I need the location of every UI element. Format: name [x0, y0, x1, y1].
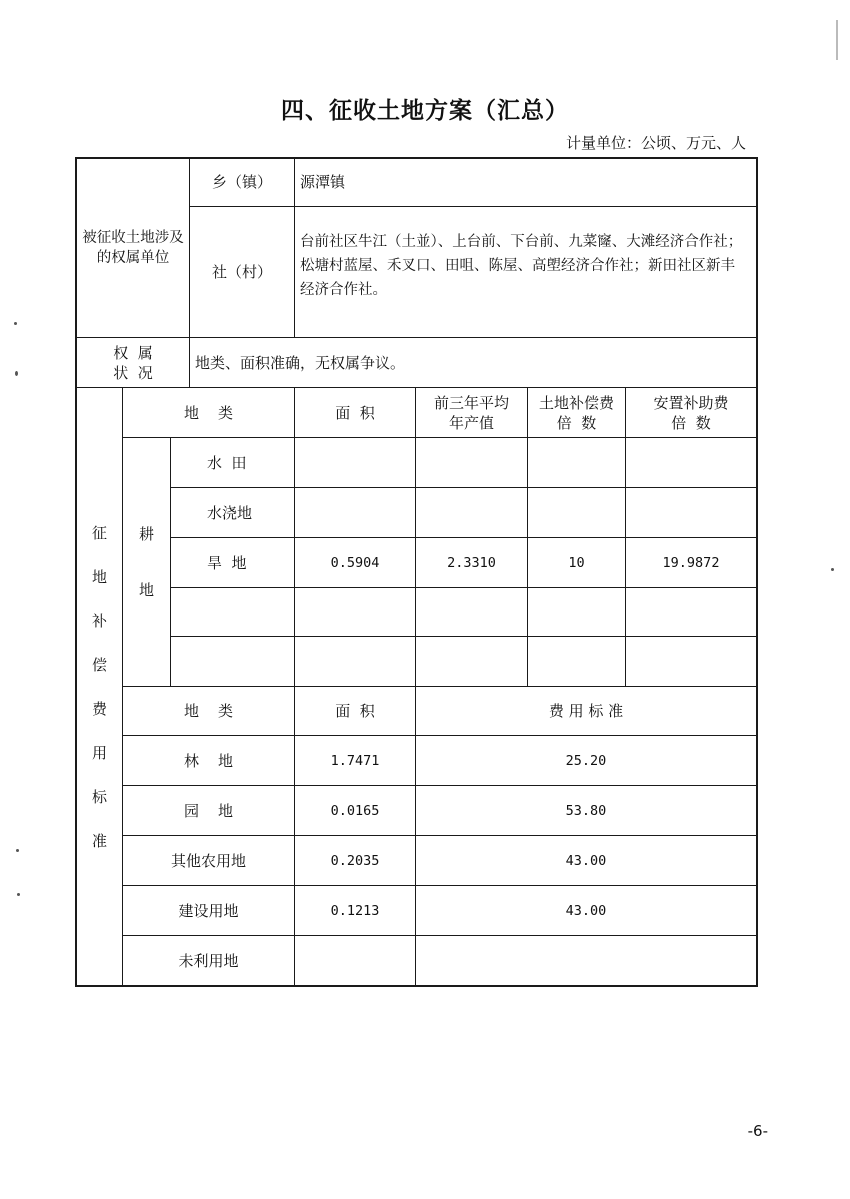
arable-header-area: 面 积 [335, 403, 375, 422]
arable-row-avg-output [416, 637, 527, 686]
village-value: 台前社区牛江（土並）、上台前、下台前、九菜窿、大滩经济合作社；松塘村蓝屋、禾叉口、田咀、陈屋、高塱经济合作社；新田社区新丰经济合作社。 [300, 234, 743, 298]
arable-row-resettle [626, 488, 756, 537]
arable-label-char: 耕 [138, 525, 154, 543]
other-row-standard: 43.00 [565, 902, 607, 919]
unit-label: 计量单位：公顷、万元、人 [565, 134, 746, 152]
arable-row-type [171, 588, 294, 636]
other-row-area [295, 936, 415, 985]
arable-row-type: 水 田 [207, 453, 247, 472]
section-label-char: 征 [91, 524, 107, 542]
arable-row-resettle [626, 588, 756, 636]
other-header-area: 面 积 [335, 702, 375, 720]
other-row-type: 林 地 [183, 751, 234, 770]
arable-header-land-comp [528, 388, 625, 437]
other-row-area: 0.0165 [330, 802, 380, 819]
other-row-area: 1.7471 [330, 752, 380, 769]
other-header-land-type: 地 类 [183, 702, 234, 720]
arable-header-avg-output-l1: 前三年平均 [433, 393, 509, 412]
other-row-standard: 25.20 [565, 752, 607, 769]
ownership-status-label-line2: 状 况 [113, 363, 153, 382]
arable-header-resettle-l1: 安置补助费 [653, 393, 729, 412]
other-row-standard: 43.00 [565, 852, 607, 869]
arable-row-avg-output: 2.3310 [447, 554, 496, 571]
ownership-status-label [77, 338, 189, 387]
arable-label-char: 地 [138, 581, 154, 599]
arable-row-resettle [626, 637, 756, 686]
other-header-standard: 费 用 标 准 [548, 702, 624, 720]
arable-land-label [123, 438, 170, 686]
section-label-char: 费 [91, 700, 107, 718]
ownership-unit-label: 被征收土地涉及的权属单位 [82, 229, 184, 266]
arable-row-resettle [626, 438, 756, 487]
arable-row-resettle: 19.9872 [662, 554, 720, 571]
section-label-char: 地 [91, 568, 107, 586]
other-row-type: 建设用地 [178, 901, 239, 920]
arable-row-type: 水浇地 [207, 503, 253, 522]
ownership-status-label-line1: 权 属 [113, 343, 153, 362]
arable-row-land-comp: 10 [568, 554, 585, 571]
arable-row-avg-output [416, 588, 527, 636]
arable-row-type: 旱 地 [207, 553, 247, 572]
other-row-area: 0.1213 [330, 902, 380, 919]
section-label-char: 准 [91, 832, 107, 850]
section-label-char: 补 [91, 612, 107, 630]
other-row-standard: 53.80 [565, 802, 607, 819]
ownership-status-value: 地类、面积准确，无权属争议。 [195, 353, 406, 372]
village-label: 社（村） [211, 263, 272, 281]
arable-row-type [171, 637, 294, 686]
arable-row-land-comp [528, 438, 625, 487]
arable-header-land-comp-l1: 土地补偿费 [538, 393, 614, 412]
arable-row-area [295, 438, 415, 487]
arable-header-avg-output-l2: 年产值 [448, 413, 494, 432]
arable-row-area [295, 588, 415, 636]
arable-row-land-comp [528, 637, 625, 686]
arable-header-resettle [626, 388, 756, 437]
arable-header-resettle-l2: 倍 数 [671, 413, 711, 432]
town-label: 乡（镇） [211, 173, 272, 191]
arable-row-avg-output [416, 488, 527, 537]
arable-row-area [295, 637, 415, 686]
arable-row-avg-output [416, 438, 527, 487]
other-row-type: 园 地 [183, 801, 234, 820]
section-label-char: 偿 [91, 656, 107, 674]
page-number: -6- [747, 1122, 768, 1140]
other-row-standard [416, 936, 756, 985]
arable-row-area: 0.5904 [330, 554, 380, 571]
arable-header-land-type: 地 类 [183, 403, 234, 422]
compensation-section-label [77, 388, 122, 986]
other-row-area: 0.2035 [330, 852, 380, 869]
section-label-char: 标 [91, 788, 107, 806]
other-row-type: 未利用地 [178, 951, 239, 970]
arable-row-land-comp [528, 488, 625, 537]
arable-header-land-comp-l2: 倍 数 [556, 413, 597, 432]
arable-row-land-comp [528, 588, 625, 636]
arable-row-area [295, 488, 415, 537]
section-label-char: 用 [91, 744, 107, 762]
town-value: 源潭镇 [300, 173, 346, 191]
other-row-type: 其他农用地 [170, 851, 246, 870]
page-title: 四、征收土地方案（汇总） [281, 97, 569, 124]
arable-header-avg-output [416, 388, 527, 437]
